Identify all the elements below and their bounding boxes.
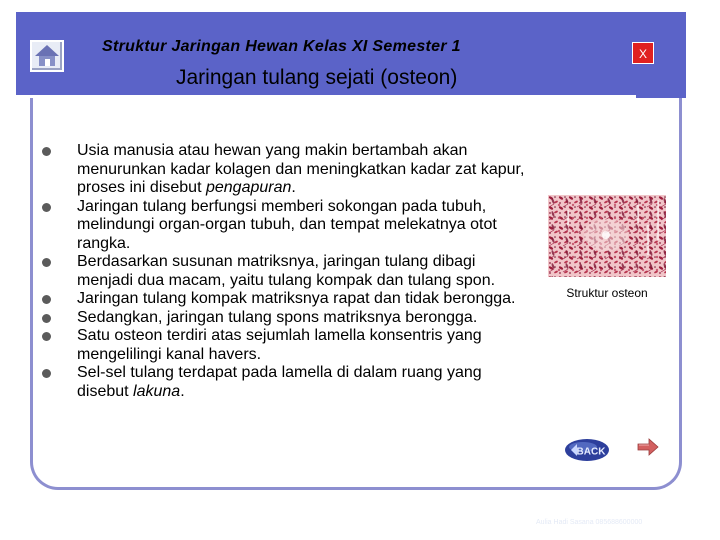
bullet-text: Usia manusia atau hewan yang makin bertambah akan menurunkan kadar kolagen dan meningkatkan kadar zat kapur, proses ini disebut bbox=[77, 142, 525, 196]
back-button-label: BACK bbox=[576, 446, 606, 458]
figure-caption: Struktur osteon bbox=[566, 286, 648, 300]
right-arrow-icon bbox=[638, 439, 658, 455]
bullet-item bbox=[42, 198, 532, 254]
bullet-icon bbox=[42, 258, 51, 267]
bullet-item bbox=[42, 253, 532, 290]
bullet-text: Sedangkan, jaringan tulang spons matriksnya berongga. bbox=[77, 308, 478, 326]
bullet-item bbox=[42, 364, 532, 401]
bullet-item bbox=[42, 309, 532, 328]
bullet-item bbox=[42, 142, 532, 198]
slide-title: Jaringan tulang sejati (osteon) bbox=[176, 66, 458, 89]
bullet-icon bbox=[42, 332, 51, 341]
close-button[interactable]: X bbox=[632, 42, 654, 64]
bullet-icon bbox=[42, 295, 51, 304]
emphasized-term: pengapuran bbox=[205, 179, 292, 196]
emphasized-term: lakuna bbox=[133, 382, 181, 400]
home-icon bbox=[32, 42, 62, 70]
subject-title: Struktur Jaringan Hewan Kelas XI Semester 1 bbox=[102, 38, 461, 55]
home-button[interactable] bbox=[30, 40, 64, 72]
bullet-text: . bbox=[180, 382, 185, 400]
bullet-text: . bbox=[291, 179, 296, 196]
bullet-text: Jaringan tulang berfungsi memberi sokongan pada tubuh, melindungi organ-organ tubuh, dan tempat melekatnya otot rangka. bbox=[77, 197, 497, 252]
bullet-icon bbox=[42, 203, 51, 212]
bullet-text: Satu osteon terdiri atas sejumlah lamella konsentris yang mengelilingi kanal havers. bbox=[77, 327, 482, 363]
bullet-item bbox=[42, 327, 532, 364]
footer-note: Aulia Hadi Sasana 085688600000 bbox=[536, 519, 643, 526]
bullet-icon bbox=[42, 314, 51, 323]
next-button[interactable] bbox=[636, 437, 660, 457]
back-button[interactable] bbox=[563, 437, 611, 463]
osteon-micrograph bbox=[548, 195, 666, 277]
bullet-item bbox=[42, 290, 532, 309]
bullet-text: Sel-sel tulang terdapat pada lamella di dalam ruang yang disebut bbox=[77, 364, 482, 400]
bullet-text: Jaringan tulang kompak matriksnya rapat dan tidak berongga. bbox=[77, 290, 516, 307]
bullet-icon bbox=[42, 147, 51, 156]
bullet-icon bbox=[42, 369, 51, 378]
bullet-list bbox=[42, 142, 532, 401]
bullet-text: Berdasarkan susunan matriksnya, jaringan tulang dibagi menjadi dua macam, yaitu tulang kompak dan tulang spon. bbox=[77, 253, 496, 289]
